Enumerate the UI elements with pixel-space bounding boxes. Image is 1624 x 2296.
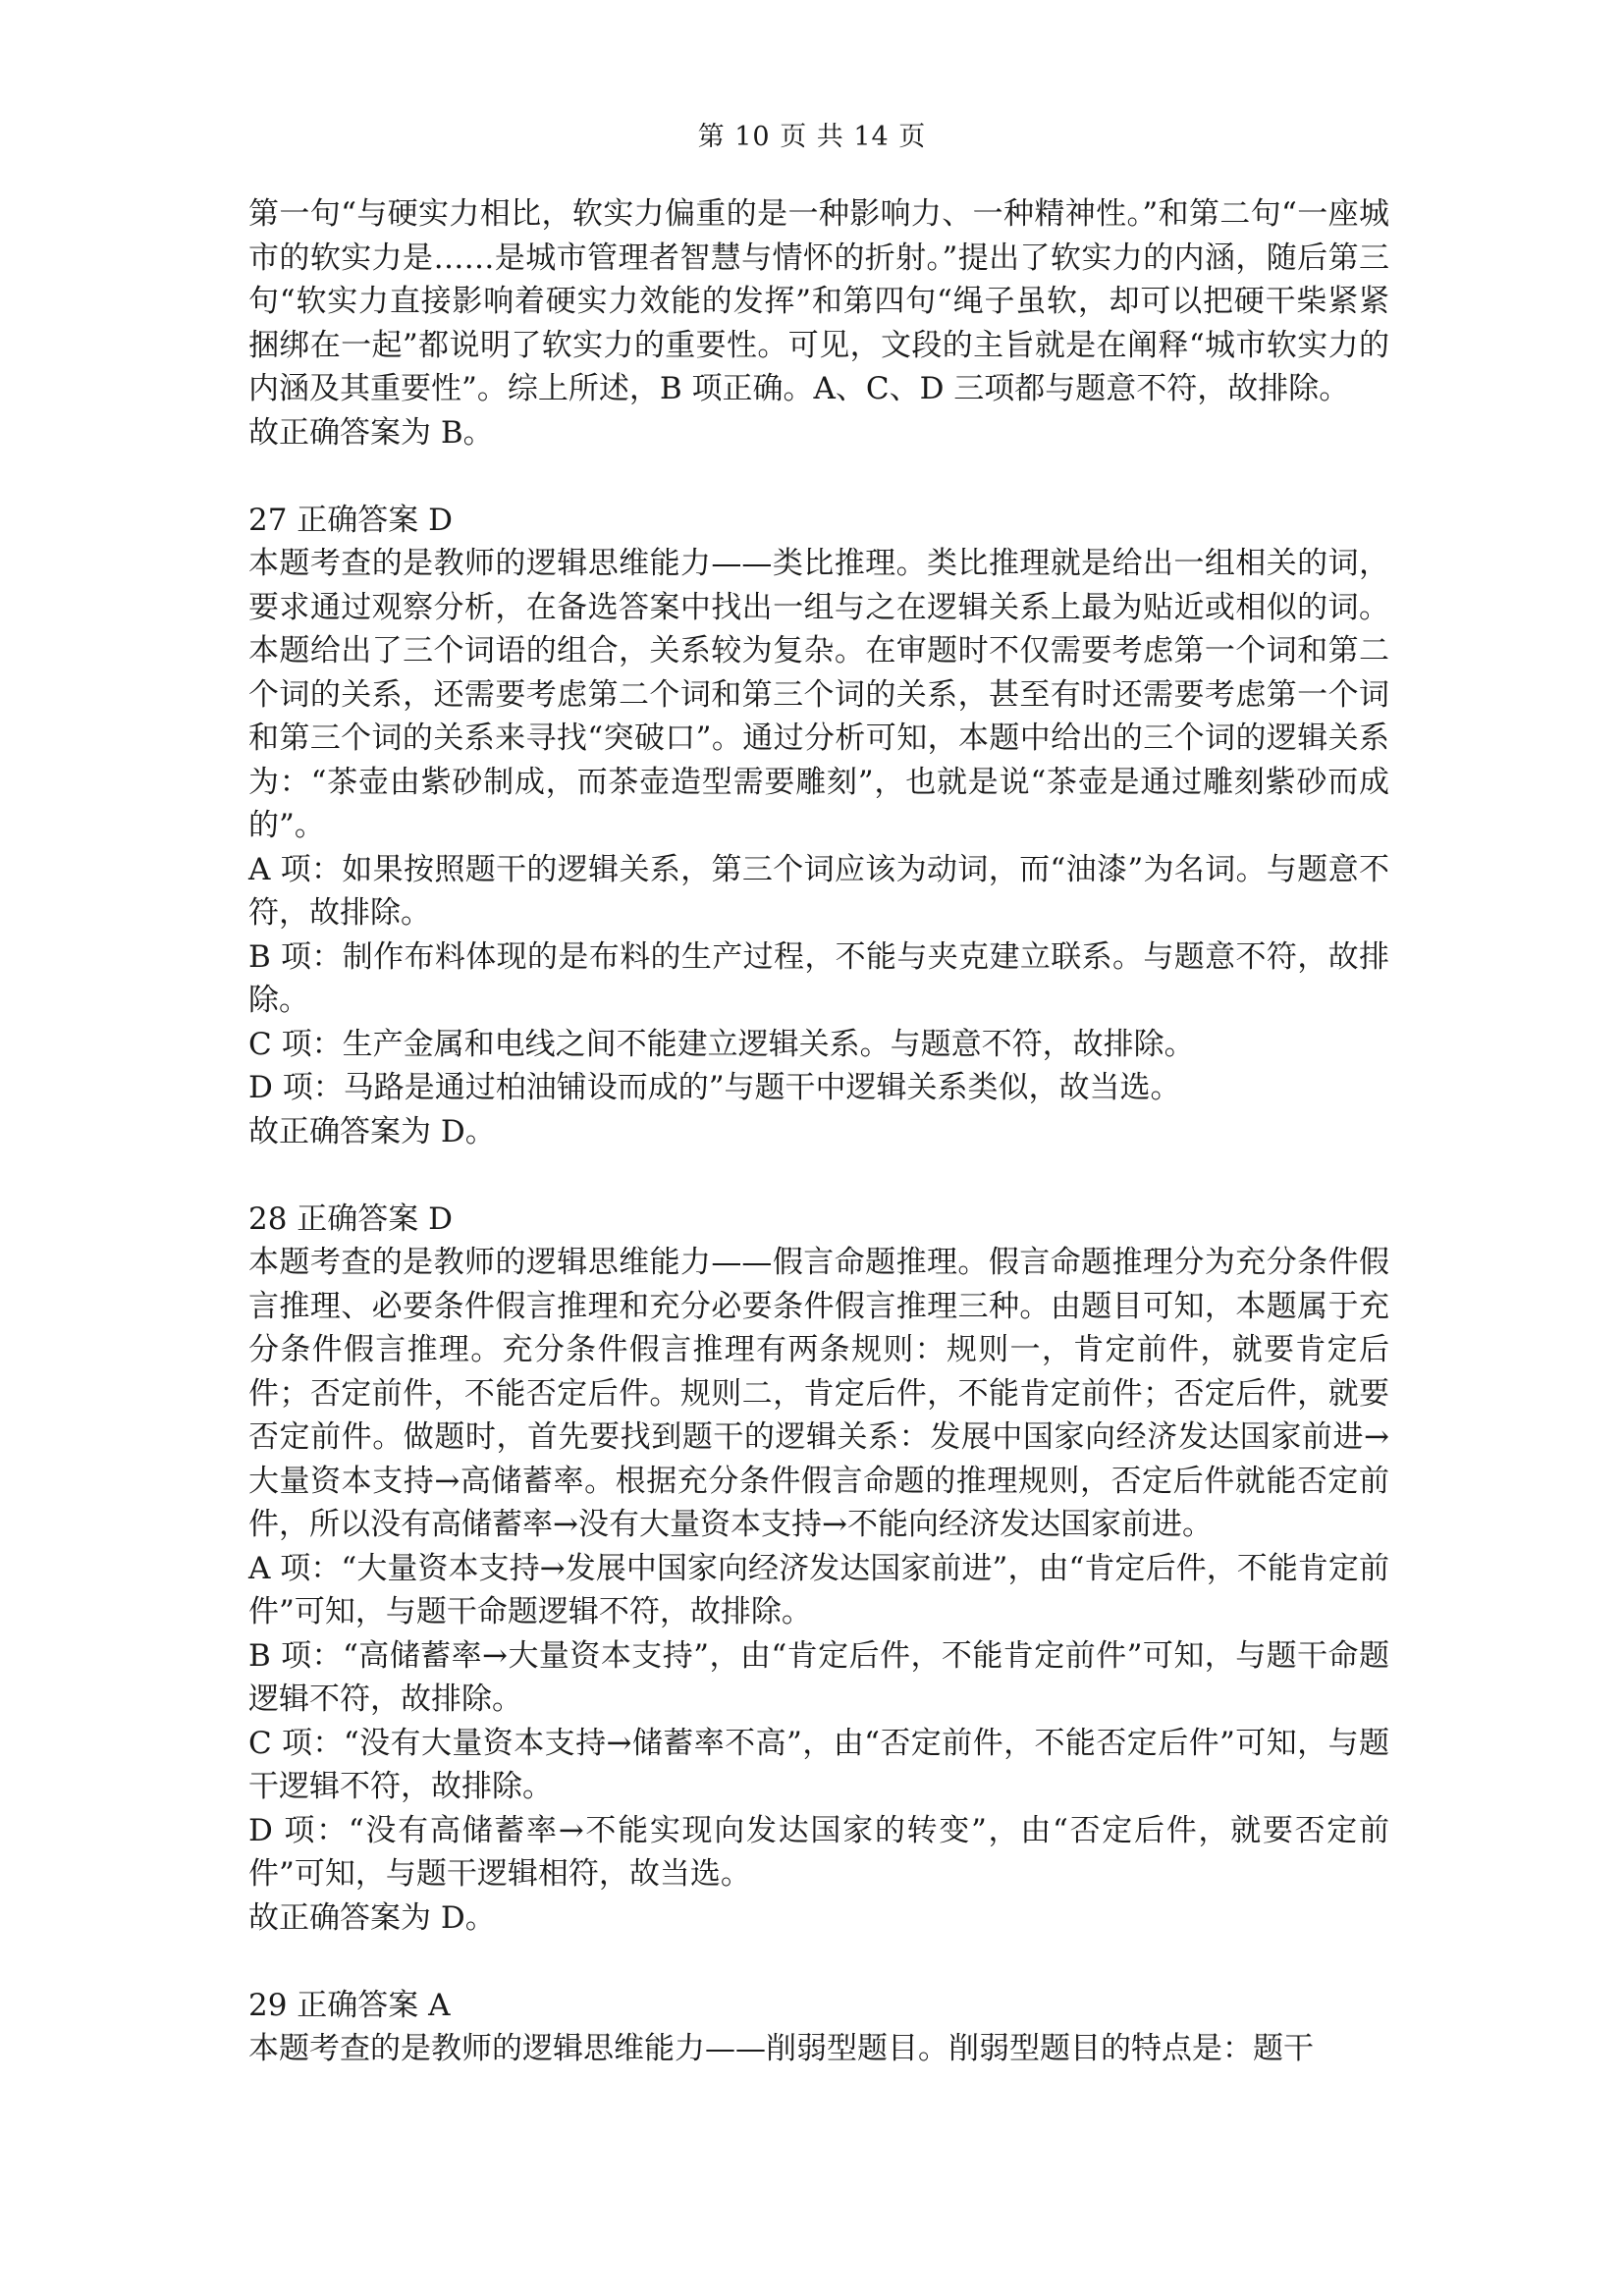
q27-analysis-paragraph: 本题考查的是教师的逻辑思维能力——类比推理。类比推理就是给出一组相关的词，要求通过观察分析，在备选答案中找出一组与之在逻辑关系上最为贴近或相似的词。本题给出了三个词语的组合，关系较为复杂。在审题时不仅需要考虑第一个词和第二个词的关系，还需要考虑第二个词和第三个词的关系，甚至有时还需要考虑第一个词和第三个词的关系来寻找“突破口”。通过分析可知，本题中给出的三个词的逻辑关系为：“茶壶由紫砂制成，而茶壶造型需要雕刻”，也就是说“茶壶是通过雕刻紫砂而成的”。	[248, 546, 1389, 843]
q27-conclusion: 故正确答案为 D。	[248, 1113, 496, 1149]
document-body	[248, 192, 1389, 2071]
q29-analysis-paragraph: 本题考查的是教师的逻辑思维能力——削弱型题目。削弱型题目的特点是：题干	[248, 2031, 1314, 2066]
q27-answer-heading: 27 正确答案 D	[248, 502, 454, 538]
section-spacer	[248, 1940, 1389, 1984]
q28-analysis-paragraph: 本题考查的是教师的逻辑思维能力——假言命题推理。假言命题推理分为充分条件假言推理、必要条件假言推理和充分必要条件假言推理三种。由题目可知，本题属于充分条件假言推理。充分条件假言推理有两条规则：规则一，肯定前件，就要肯定后件；否定前件，不能否定后件。规则二，肯定后件，不能肯定前件；否定后件，就要否定前件。做题时，首先要找到题干的逻辑关系：发展中国家向经济发达国家前进→大量资本支持→高储蓄率。根据充分条件假言命题的推理规则，否定后件就能否定前件，所以没有高储蓄率→没有大量资本支持→不能向经济发达国家前进。	[248, 1245, 1389, 1542]
section-spacer	[248, 454, 1389, 499]
q26-conclusion: 故正确答案为 B。	[248, 414, 494, 451]
q28-option-d: D 项：“没有高储蓄率→不能实现向发达国家的转变”，由“否定后件，就要否定前件”可知，与题干逻辑相符，故当选。	[248, 1812, 1389, 1892]
q29-answer-heading: 29 正确答案 A	[248, 1987, 451, 2023]
q28-conclusion: 故正确答案为 D。	[248, 1899, 496, 1936]
q28-option-c: C 项：“没有大量资本支持→储蓄率不高”，由“否定前件，不能否定后件”可知，与题干逻辑不符，故排除。	[248, 1725, 1389, 1804]
q27-option-b: B 项：制作布料体现的是布料的生产过程，不能与夹克建立联系。与题意不符，故排除。	[248, 938, 1389, 1018]
q26-explanation-paragraph: 第一句“与硬实力相比，软实力偏重的是一种影响力、一种精神性。”和第二句“一座城市的软实力是……是城市管理者智慧与情怀的折射。”提出了软实力的内涵，随后第三句“软实力直接影响着硬实力效能的发挥”和第四句“绳子虽软，却可以把硬干柴紧紧捆绑在一起”都说明了软实力的重要性。可见，文段的主旨就是在阐释“城市软实力的内涵及其重要性”。综上所述，B 项正确。A、C、D 三项都与题意不符，故排除。	[248, 196, 1389, 406]
q27-option-c: C 项：生产金属和电线之间不能建立逻辑关系。与题意不符，故排除。	[248, 1026, 1195, 1062]
q28-option-a: A 项：“大量资本支持→发展中国家向经济发达国家前进”，由“肯定后件，不能肯定前件”可知，与题干命题逻辑不符，故排除。	[248, 1550, 1389, 1629]
q28-option-b: B 项：“高储蓄率→大量资本支持”，由“肯定后件，不能肯定前件”可知，与题干命题逻辑不符，故排除。	[248, 1637, 1389, 1717]
section-spacer	[248, 1153, 1389, 1198]
q27-option-d: D 项：马路是通过柏油铺设而成的”与题干中逻辑关系类似，故当选。	[248, 1070, 1181, 1105]
q27-option-a: A 项：如果按照题干的逻辑关系，第三个词应该为动词，而“油漆”为名词。与题意不符，故排除。	[248, 851, 1389, 931]
page-number-header: 第 10 页 共 14 页	[697, 122, 927, 152]
q28-answer-heading: 28 正确答案 D	[248, 1201, 454, 1237]
